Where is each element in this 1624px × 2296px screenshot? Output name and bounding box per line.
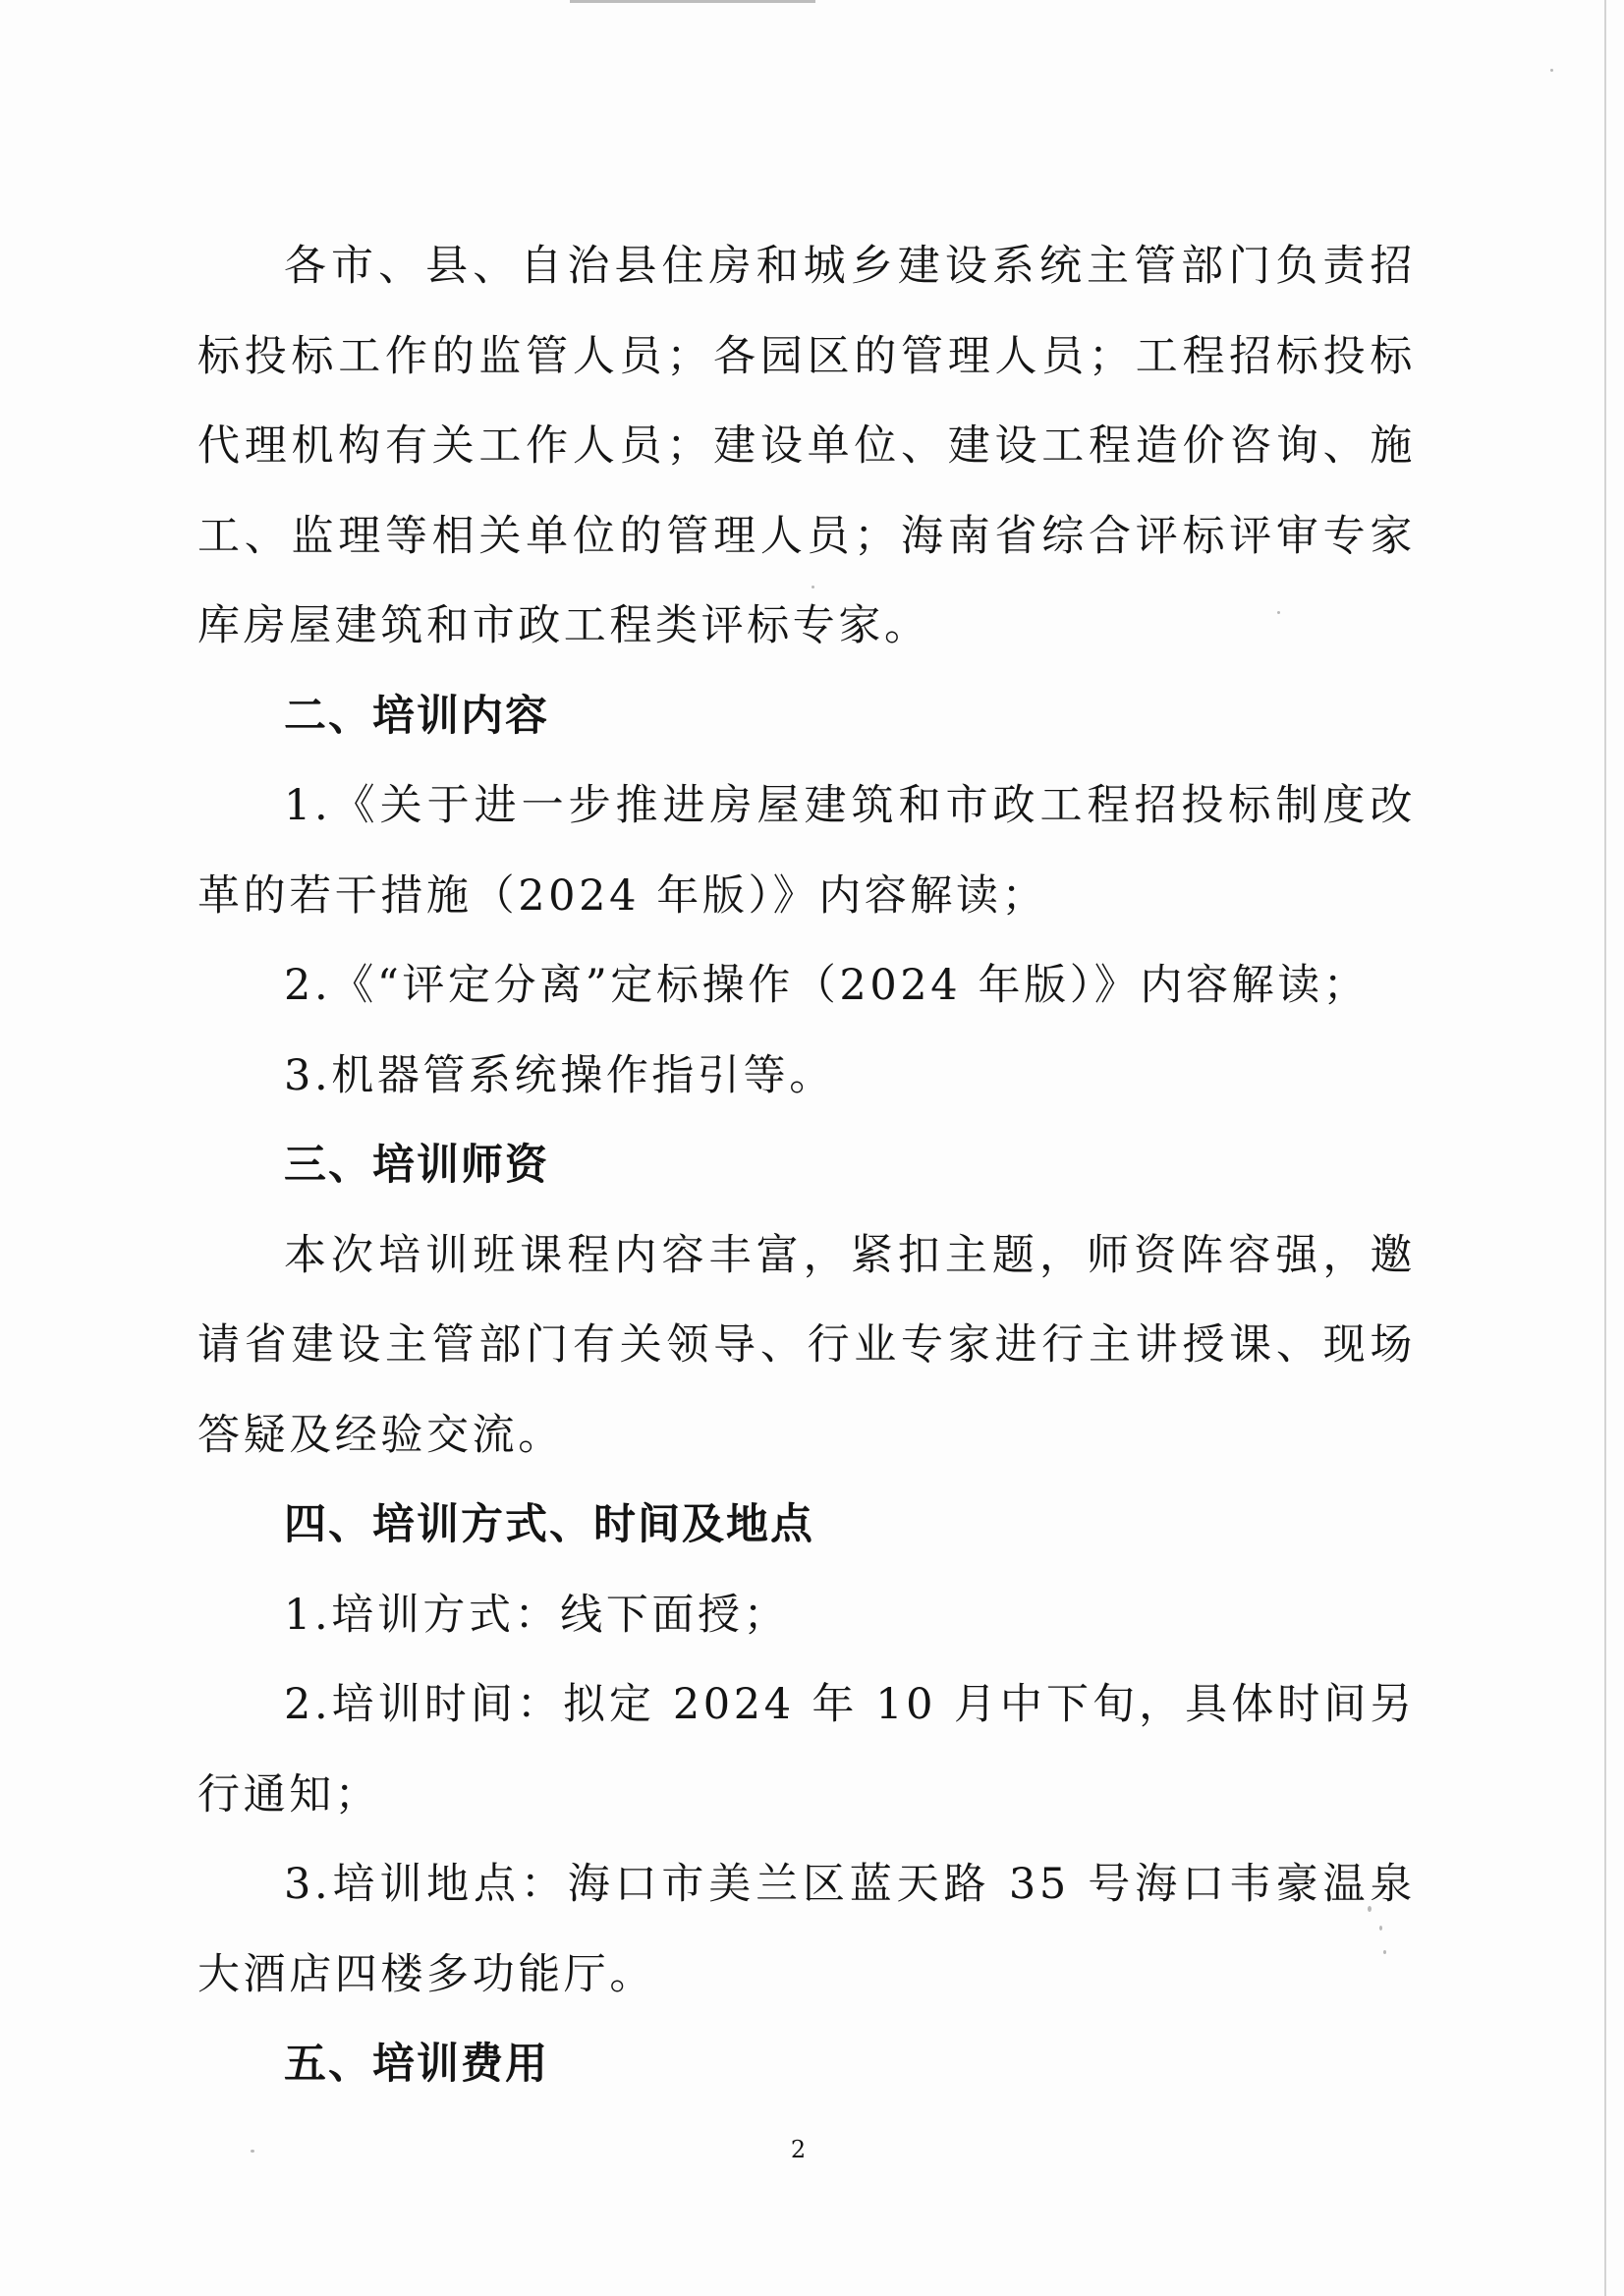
list-item-location: 3.培训地点：海口市美兰区蓝天路 35 号海口韦豪温泉大酒店四楼多功能厅。 (197, 1860, 1416, 1999)
document-body (197, 222, 1416, 2110)
list-item-content-2: 2.《“评定分离”定标操作（2024 年版）》内容解读； (284, 961, 1370, 1010)
list-item-time: 2.培训时间：拟定 2024 年 10 月中下旬，具体时间另行通知； (197, 1680, 1416, 1820)
list-item-method: 1.培训方式：线下面授； (284, 1590, 790, 1640)
list-item-content-1: 1.《关于进一步推进房屋建筑和市政工程招投标制度改革的若干措施（2024 年版）》内容解读； (197, 781, 1416, 921)
section-heading-instructors: 三、培训师资 (284, 1141, 549, 1190)
list-item-content-3: 3.机器管系统操作指引等。 (284, 1050, 835, 1100)
scan-edge-top (570, 0, 815, 3)
scan-edge-right (1604, 0, 1606, 2296)
scan-speck (1550, 69, 1553, 72)
section-heading-training-content: 二、培训内容 (284, 691, 549, 741)
body-paragraph-audience: 各市、县、自治县住房和城乡建设系统主管部门负责招标投标工作的监管人员；各园区的管理人员；工程招标投标代理机构有关工作人员；建设单位、建设工程造价咨询、施工、监理等相关单位的管理人员；海南省综合评标评审专家库房屋建筑和市政工程类评标专家。 (197, 242, 1416, 650)
page-number: 2 (790, 2136, 807, 2163)
body-paragraph-instructors: 本次培训班课程内容丰富，紧扣主题，师资阵容强，邀请省建设主管部门有关领导、行业专家进行主讲授课、现场答疑及经验交流。 (197, 1230, 1416, 1460)
section-heading-method-time-place: 四、培训方式、时间及地点 (284, 1500, 814, 1549)
section-heading-fees: 五、培训费用 (284, 2040, 549, 2089)
